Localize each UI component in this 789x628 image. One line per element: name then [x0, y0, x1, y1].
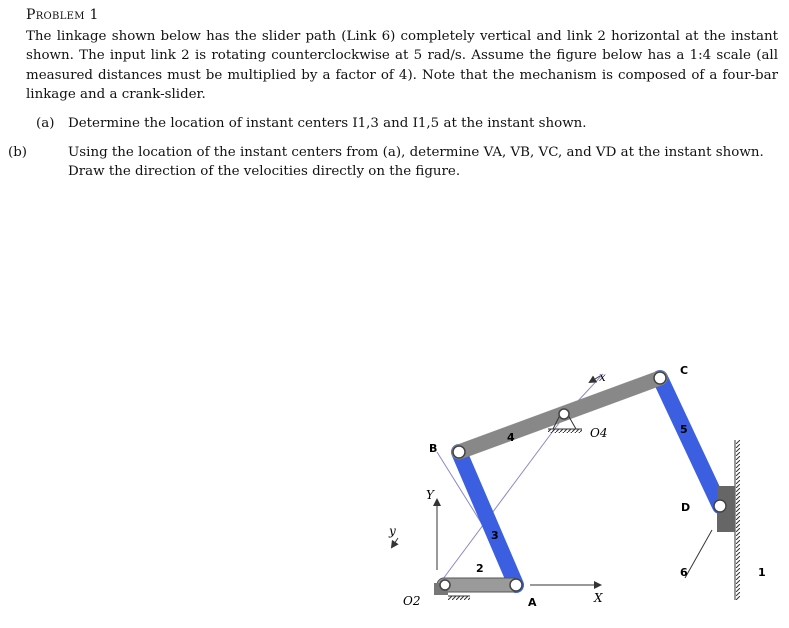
o4-ground-hatch	[548, 429, 582, 433]
part-a-text: Determine the location of instant centers I1,3 and I1,5 at the instant shown.	[68, 115, 587, 131]
label-d: D	[681, 501, 691, 514]
label-y: y	[389, 524, 396, 538]
label-link-5: 5	[680, 423, 688, 436]
label-Y: Y	[426, 488, 434, 502]
label-link-6: 6	[680, 566, 688, 579]
joint-d	[714, 500, 726, 512]
joint-o4	[559, 409, 569, 419]
label-a: A	[528, 596, 537, 609]
label-b: B	[429, 442, 438, 455]
slider-path-hatch	[736, 440, 740, 600]
joint-o2	[440, 580, 450, 590]
part-b-tag: (b)	[8, 144, 28, 160]
label-X: X	[594, 591, 603, 605]
y-local-arrow	[392, 538, 398, 547]
problem-title: Problem 1	[26, 7, 99, 23]
link-5	[660, 378, 720, 506]
link-6-leader	[685, 530, 712, 578]
label-c: C	[680, 364, 689, 377]
part-b-text: Using the location of the instant centers from (a), determine VA, VB, VC, and VD at the instant shown. Draw the direction of the velocities directly on the figure.	[68, 144, 764, 180]
label-x: x	[599, 370, 606, 384]
problem-statement: The linkage shown below has the slider path (Link 6) completely vertical and link 2 horizontal at the instant shown. The input link 2 is rotating counterclockwise at 5 rad/s. Assume the figure below has a 1:4 scale (all measured distances must be multiplied by a factor of 4). Note that the mechanism is composed of a four-bar linkage and a crank-slider.	[26, 28, 778, 103]
link-3	[459, 452, 516, 585]
part-a-tag: (a)	[36, 115, 55, 131]
joint-b	[453, 446, 465, 458]
joint-c	[654, 372, 666, 384]
label-link-1: 1	[758, 566, 766, 579]
label-o2: O2	[403, 594, 421, 608]
label-o4: O4	[590, 426, 608, 440]
label-link-2: 2	[476, 562, 484, 575]
label-link-3: 3	[491, 529, 499, 542]
joint-a	[510, 579, 522, 591]
label-link-4: 4	[507, 431, 515, 444]
o2-ground-hatch	[448, 596, 470, 600]
